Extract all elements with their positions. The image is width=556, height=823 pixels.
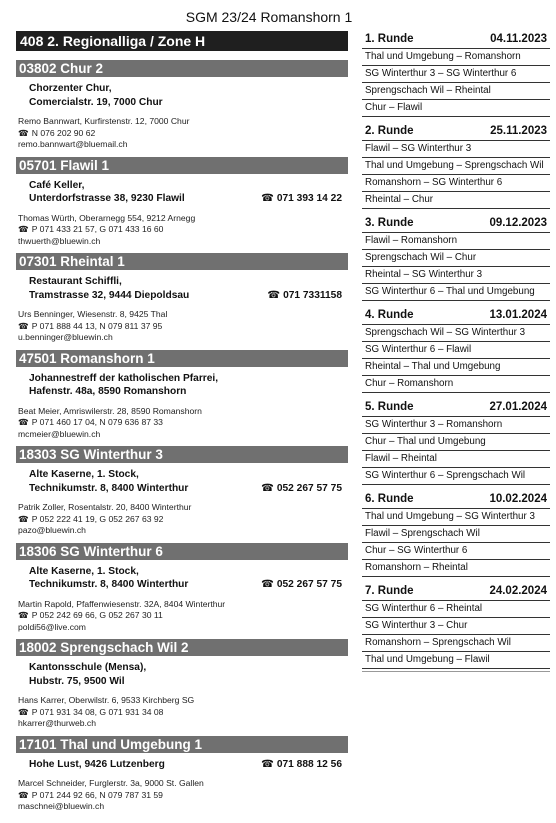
match-row: Romanshorn – SG Winterthur 6 — [362, 175, 550, 192]
match-row: Thal und Umgebung – SG Winterthur 3 — [362, 509, 550, 526]
match-row: SG Winterthur 6 – Flawil — [362, 342, 550, 359]
round-header — [362, 583, 550, 601]
club-entry — [16, 253, 348, 344]
club-entry — [16, 60, 348, 151]
contact-email: hkarrer@thurweb.ch — [18, 718, 96, 728]
round-label: 6. Runde — [365, 493, 414, 505]
club-contact — [16, 594, 348, 634]
match-row: SG Winterthur 3 – SG Winterthur 6 — [362, 66, 550, 83]
match-row: Thal und Umgebung – Romanshorn — [362, 49, 550, 66]
venue-address: Hafenstr. 48a, 8590 Romanshorn — [29, 386, 187, 397]
match-row: Chur – Flawil — [362, 100, 550, 117]
contact-phone — [18, 514, 348, 526]
contact-phone-number: P 071 460 17 04, N 079 636 87 33 — [31, 417, 163, 427]
contact-phone-number: P 071 433 21 57, G 071 433 16 60 — [31, 224, 164, 234]
telephone-icon: ☎ — [18, 789, 29, 800]
contact-phone-number: N 076 202 90 62 — [31, 127, 96, 138]
match-row: Chur – Thal und Umgebung — [362, 434, 550, 451]
contact-phone-number: P 052 222 41 19, G 052 267 63 92 — [31, 513, 164, 524]
club-venue — [16, 656, 348, 690]
contact-phone-number: P 052 242 69 66, G 052 267 30 11 — [31, 610, 163, 620]
club-venue — [16, 270, 348, 304]
venue-phone-number: 052 267 57 75 — [276, 482, 342, 494]
round-date: 24.02.2024 — [489, 585, 547, 597]
club-header: 17101 Thal und Umgebung 1 — [16, 736, 348, 753]
club-entry — [16, 350, 348, 441]
round-date: 09.12.2023 — [489, 217, 547, 229]
venue-name: Kantonsschule (Mensa), — [29, 662, 147, 673]
contact-email: maschnei@bluewin.ch — [18, 801, 105, 811]
telephone-icon: ☎ — [18, 417, 29, 427]
venue-name: Alte Kaserne, 1. Stock, — [29, 469, 139, 480]
round-header — [362, 31, 550, 49]
match-row: SG Winterthur 3 – Chur — [362, 618, 550, 635]
league-header: 408 2. Regionalliga / Zone H — [16, 31, 348, 51]
club-contact — [16, 773, 348, 813]
contact-email: pazo@bluewin.ch — [18, 525, 86, 535]
page-title: SGM 23/24 Romanshorn 1 — [185, 9, 353, 25]
club-contact — [16, 304, 348, 344]
telephone-icon: ☎ — [18, 320, 29, 331]
venue-address: Technikumstr. 8, 8400 Winterthur — [29, 579, 189, 590]
venue-name: Chorzenter Chur, — [29, 83, 112, 94]
match-row: SG Winterthur 6 – Thal und Umgebung — [362, 284, 550, 301]
venue-phone — [261, 482, 342, 496]
venue-name: Café Keller, — [29, 179, 85, 191]
match-row: SG Winterthur 3 – Romanshorn — [362, 417, 550, 434]
contact-email: thwuerth@bluewin.ch — [18, 235, 101, 246]
round-header — [362, 215, 550, 233]
club-contact — [16, 208, 348, 248]
telephone-icon: ☎ — [18, 610, 29, 620]
round-list — [362, 31, 550, 669]
match-row: Rheintal – Chur — [362, 192, 550, 209]
match-row: Flawil – Sprengschach Wil — [362, 526, 550, 543]
club-entry — [16, 736, 348, 813]
club-header: 47501 Romanshorn 1 — [16, 350, 348, 367]
venue-phone — [261, 578, 342, 592]
venue-address: Unterdorfstrasse 38, 9230 Flawil — [29, 193, 185, 204]
round-schedule — [362, 31, 550, 675]
round-block — [362, 583, 550, 669]
round-label: 5. Runde — [365, 401, 414, 413]
telephone-icon: ☎ — [18, 706, 29, 717]
venue-phone-number: 052 267 57 75 — [276, 579, 342, 590]
match-row: Flawil – Romanshorn — [362, 233, 550, 250]
club-entry — [16, 639, 348, 730]
telephone-icon: ☎ — [18, 513, 29, 524]
match-row: SG Winterthur 6 – Rheintal — [362, 601, 550, 618]
club-header: 18306 SG Winterthur 6 — [16, 543, 348, 560]
contact-email: remo.bannwart@bluemail.ch — [18, 139, 128, 149]
round-block — [362, 491, 550, 577]
club-list — [16, 60, 348, 813]
match-row: Sprengschach Wil – Chur — [362, 250, 550, 267]
contact-email: u.benninger@bluewin.ch — [18, 332, 113, 342]
round-block — [362, 215, 550, 301]
contact-phone — [18, 417, 348, 429]
contact-phone-number: P 071 931 34 08, G 071 931 34 08 — [31, 706, 164, 717]
club-contact — [16, 111, 348, 151]
contact-person: Thomas Würth, Oberarnegg 554, 9212 Arnegg — [18, 212, 196, 223]
telephone-icon: ☎ — [267, 289, 281, 301]
venue-phone-number: 071 888 12 56 — [276, 758, 342, 770]
club-venue — [16, 463, 348, 497]
club-entry — [16, 543, 348, 634]
match-row: Thal und Umgebung – Sprengschach Wil — [362, 158, 550, 175]
match-row: Chur – SG Winterthur 6 — [362, 543, 550, 560]
match-row: Rheintal – Thal und Umgebung — [362, 359, 550, 376]
round-date: 25.11.2023 — [490, 125, 547, 137]
round-block — [362, 307, 550, 393]
club-contact — [16, 401, 348, 441]
telephone-icon: ☎ — [261, 579, 274, 590]
round-header — [362, 399, 550, 417]
contact-person: Urs Benninger, Wiesenstr. 8, 9425 Thal — [18, 309, 168, 319]
match-row: Flawil – SG Winterthur 3 — [362, 141, 550, 158]
match-row: Rheintal – SG Winterthur 3 — [362, 267, 550, 284]
venue-address: Hubstr. 75, 9500 Wil — [29, 675, 125, 687]
telephone-icon: ☎ — [261, 758, 274, 770]
venue-name: Alte Kaserne, 1. Stock, — [29, 565, 139, 577]
telephone-icon: ☎ — [18, 224, 29, 234]
venue-phone-number: 071 7331158 — [283, 289, 342, 301]
round-header — [362, 307, 550, 325]
venue-address: Tramstrasse 32, 9444 Diepoldsau — [29, 289, 190, 301]
contact-person: Beat Meier, Amriswilerstr. 28, 8590 Romanshorn — [18, 405, 202, 416]
venue-address: Technikumstr. 8, 8400 Winterthur — [29, 482, 189, 494]
club-header: 05701 Flawil 1 — [16, 157, 348, 174]
contact-phone-number: P 071 244 92 66, N 079 787 31 59 — [31, 789, 163, 800]
contact-phone — [18, 790, 348, 802]
contact-person: Patrik Zoller, Rosentalstr. 20, 8400 Winterthur — [18, 502, 192, 512]
contact-phone — [18, 707, 348, 719]
club-contact — [16, 690, 348, 730]
club-venue — [16, 77, 348, 111]
match-row: Romanshorn – Rheintal — [362, 560, 550, 577]
club-entry — [16, 446, 348, 537]
round-date: 04.11.2023 — [490, 33, 547, 45]
telephone-icon: ☎ — [261, 482, 274, 494]
contact-person: Martin Rapold, Pfaffenwiesenstr. 32A, 8404 Winterthur — [18, 598, 226, 609]
club-header: 18303 SG Winterthur 3 — [16, 446, 348, 463]
round-label: 2. Runde — [365, 125, 414, 137]
club-header: 18002 Sprengschach Wil 2 — [16, 639, 348, 656]
telephone-icon: ☎ — [261, 193, 274, 204]
match-row: Sprengschach Wil – Rheintal — [362, 83, 550, 100]
club-entry — [16, 157, 348, 248]
contact-email: mcmeier@bluewin.ch — [18, 428, 101, 439]
round-block — [362, 31, 550, 117]
contact-person: Marcel Schneider, Furglerstr. 3a, 9000 St. Gallen — [18, 778, 204, 788]
contact-person: Hans Karrer, Oberwilstr. 6, 9533 Kirchberg SG — [18, 695, 195, 705]
club-venue — [16, 560, 348, 594]
venue-phone — [261, 758, 342, 772]
round-date: 10.02.2024 — [489, 493, 547, 505]
contact-email: poldi56@live.com — [18, 621, 86, 632]
round-date: 27.01.2024 — [489, 401, 547, 413]
round-header — [362, 123, 550, 141]
club-directory — [16, 31, 348, 819]
club-venue — [16, 753, 348, 774]
contact-phone — [18, 321, 348, 333]
venue-address: Hohe Lust, 9426 Lutzenberg — [29, 758, 165, 770]
venue-name: Restaurant Schiffli, — [29, 276, 122, 287]
telephone-icon: ☎ — [18, 127, 29, 138]
match-row: Romanshorn – Sprengschach Wil — [362, 635, 550, 652]
round-label: 3. Runde — [365, 217, 414, 229]
venue-name: Johannestreff der katholischen Pfarrei, — [29, 372, 219, 384]
round-header — [362, 491, 550, 509]
round-block — [362, 123, 550, 209]
venue-phone-number: 071 393 14 22 — [276, 193, 342, 204]
venue-phone — [267, 289, 342, 303]
round-label: 7. Runde — [365, 585, 414, 597]
round-label: 1. Runde — [365, 33, 414, 45]
contact-person: Remo Bannwart, Kurfirstenstr. 12, 7000 Chur — [18, 116, 190, 126]
venue-address: Comercialstr. 19, 7000 Chur — [29, 96, 163, 108]
contact-phone — [18, 128, 348, 140]
club-header: 03802 Chur 2 — [16, 60, 348, 77]
contact-phone-number: P 071 888 44 13, N 079 811 37 95 — [31, 320, 163, 331]
contact-phone — [18, 610, 348, 622]
match-row: Sprengschach Wil – SG Winterthur 3 — [362, 325, 550, 342]
match-row: Chur – Romanshorn — [362, 376, 550, 393]
match-row: SG Winterthur 6 – Sprengschach Wil — [362, 468, 550, 485]
match-row: Flawil – Rheintal — [362, 451, 550, 468]
venue-phone — [261, 192, 342, 206]
round-block — [362, 399, 550, 485]
match-row: Thal und Umgebung – Flawil — [362, 652, 550, 669]
club-header: 07301 Rheintal 1 — [16, 253, 348, 270]
round-date: 13.01.2024 — [489, 309, 547, 321]
club-venue — [16, 367, 348, 401]
club-contact — [16, 497, 348, 537]
round-label: 4. Runde — [365, 309, 414, 321]
club-venue — [16, 174, 348, 208]
schedule-end-divider — [362, 671, 550, 672]
contact-phone — [18, 224, 348, 236]
